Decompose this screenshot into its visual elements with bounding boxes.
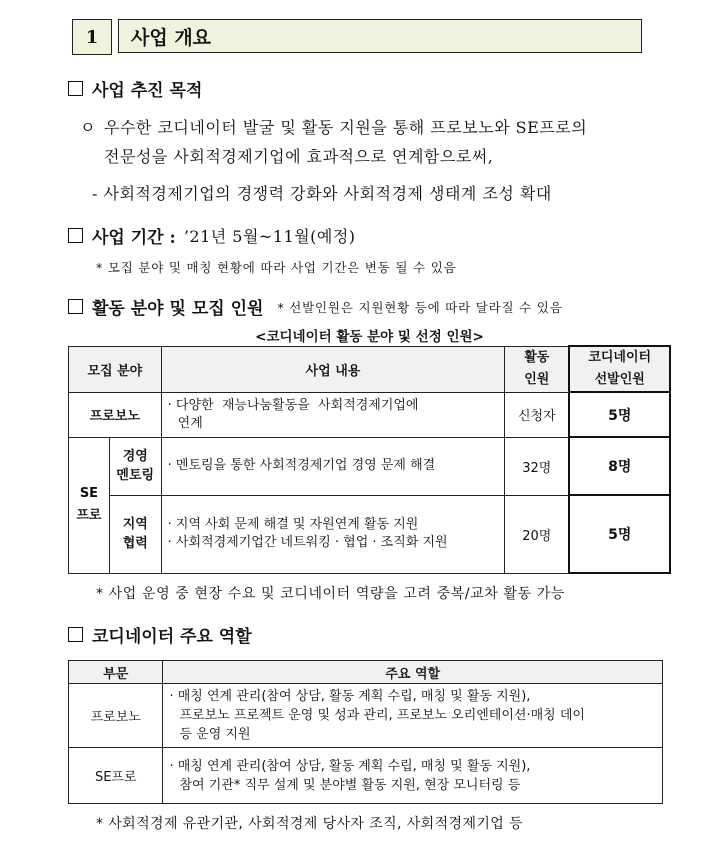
content-probono-2: 연계 <box>177 415 203 431</box>
section-title: 사업 개요 <box>118 19 642 53</box>
roles-heading-text: 코디네이터 주요 역할 <box>92 627 252 647</box>
roles-sepro-line-1: · 매칭 연계 관리(참여 상담, 활동 계획 수립, 매칭 및 활동 지원), <box>169 758 531 774</box>
count-mgmt: 8명 <box>569 437 670 495</box>
roles-header-dept: 부문 <box>69 661 163 684</box>
roles-dept-sepro: SE프로 <box>69 748 163 804</box>
header-field: 모집 분야 <box>69 346 162 392</box>
field-region-1: 지역 <box>122 517 148 532</box>
roles-sepro-line-2: 참여 기관* 직무 설계 및 분야별 활동 지원, 현장 모니터링 등 <box>179 777 521 793</box>
table-row <box>69 392 671 437</box>
roles-header-row <box>69 661 663 684</box>
period-heading-text: 사업 기간 : <box>92 228 176 248</box>
count-probono: 5명 <box>569 392 670 437</box>
content-probono-1: · 다양한 재능나눔활동을 사회적경제기업에 <box>167 397 419 413</box>
table-row <box>69 437 671 495</box>
header-coordinator-2: 선발인원 <box>594 372 645 387</box>
content-probono <box>161 392 505 437</box>
table-row <box>69 684 663 748</box>
content-region-2: · 사회적경제기업간 네트워킹 · 협업 · 조직화 지원 <box>167 535 448 550</box>
checkbox-square-icon <box>68 627 83 642</box>
field-mgmt <box>109 437 161 495</box>
recruit-note: * 선발인원은 지원현황 등에 따라 달라질 수 있음 <box>277 299 563 315</box>
header-content: 사업 내용 <box>161 346 505 392</box>
content-region <box>161 495 505 573</box>
recruit-table <box>68 345 671 574</box>
purpose-bullet: ㅇ <box>80 118 96 137</box>
purpose-line-1: 우수한 코디네이터 발굴 및 활동 지원을 통해 프로보노와 SE프로의 <box>104 118 588 137</box>
table-row <box>69 495 671 573</box>
activity-probono: 신청자 <box>505 392 570 437</box>
period-heading <box>68 223 356 248</box>
roles-dept-probono: 프로보노 <box>69 684 163 748</box>
recruit-heading <box>68 294 563 319</box>
content-region-1: · 지역 사회 문제 해결 및 자원연계 활동 지원 <box>167 517 419 532</box>
roles-header-role: 주요 역할 <box>163 661 663 684</box>
activity-region: 20명 <box>505 495 570 573</box>
purpose-heading-text: 사업 추진 목적 <box>92 81 203 101</box>
roles-content-sepro <box>163 748 663 804</box>
field-se-pro <box>69 437 110 573</box>
purpose-line-2: 전문성을 사회적경제기업에 효과적으로 연계함으로써, <box>104 147 494 166</box>
roles-footnote: * 사회적경제 유관기관, 사회적경제 당사자 조직, 사회적경제기업 등 <box>96 816 523 832</box>
roles-probono-line-2: 프로보노 프로젝트 운영 및 성과 관리, 프로보노 오리엔테이션·매칭 데이 <box>179 708 585 723</box>
header-activity-1: 활동 <box>524 350 550 365</box>
roles-probono-line-1: · 매칭 연계 관리(참여 상담, 활동 계획 수립, 매칭 및 활동 지원), <box>169 689 531 704</box>
roles-content-probono <box>163 684 663 748</box>
period-note: * 모집 분야 및 매칭 현황에 따라 사업 기간은 변동 될 수 있음 <box>96 260 457 275</box>
field-region-2: 협력 <box>122 536 148 551</box>
recruit-heading-text: 활동 분야 및 모집 인원 <box>92 299 264 319</box>
header-coordinator-1: 코디네이터 <box>588 350 652 365</box>
field-se-pro-1: SE <box>79 486 99 501</box>
header-coordinator <box>569 346 670 392</box>
activity-mgmt: 32명 <box>505 437 570 495</box>
recruit-footnote: * 사업 운영 중 현장 수요 및 코디네이터 역량을 고려 중복/교차 활동 가능 <box>96 586 565 602</box>
roles-probono-line-3: 등 운영 지원 <box>179 727 251 742</box>
checkbox-square-icon <box>68 228 83 243</box>
table-row <box>69 748 663 804</box>
checkbox-square-icon <box>68 299 83 314</box>
period-value: ’21년 5월~11월(예정) <box>183 227 356 246</box>
field-mgmt-2: 멘토링 <box>116 468 155 483</box>
field-region <box>109 495 161 573</box>
content-mgmt: · 멘토링을 통한 사회적경제기업 경영 문제 해결 <box>161 437 505 495</box>
roles-heading <box>68 622 252 647</box>
count-region: 5명 <box>569 495 670 573</box>
table-title: <코디네이터 활동 분야 및 선정 인원> <box>255 329 484 345</box>
purpose-sub: - 사회적경제기업의 경쟁력 강화와 사회적경제 생태계 조성 확대 <box>92 184 552 203</box>
purpose-heading <box>68 76 202 101</box>
header-activity <box>505 346 570 392</box>
field-probono: 프로보노 <box>69 392 162 437</box>
table-header-row <box>69 346 671 392</box>
checkbox-square-icon <box>68 81 83 96</box>
roles-table <box>68 660 663 804</box>
field-mgmt-1: 경영 <box>122 449 148 464</box>
section-number: 1 <box>72 19 112 55</box>
header-activity-2: 인원 <box>524 372 550 387</box>
field-se-pro-2: 프로 <box>76 508 102 523</box>
